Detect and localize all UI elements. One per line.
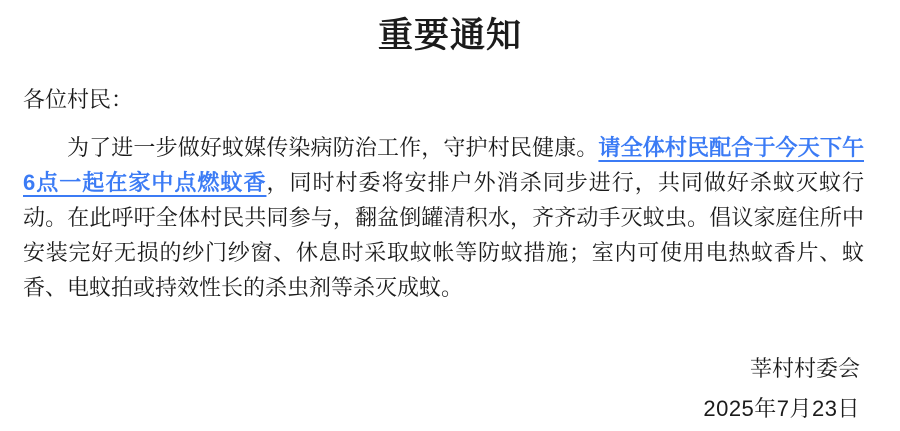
paragraph-text-before-link: 为了进一步做好蚊媒传染病防治工作，守护村民健康。 — [67, 135, 599, 160]
mosquito-coil-link[interactable]: 请全体村民配合于今天下午6点一起在家中点燃蚊香 — [23, 135, 864, 195]
page-title: 重要通知 — [377, 16, 522, 55]
notice-paragraph — [23, 130, 864, 305]
paragraph-text-after-link: ，同时村委将安排户外消杀同步进行，共同做好杀蚊灭蚊行动。在此呼吁全体村民共同参与，翻盆倒罐清积水，齐齐动手灭蚊虫。倡议家庭住所中安装完好无损的纱门纱窗、休息时采取蚊帐等防蚊措施；室内可使用电热蚊香片、蚊香、电蚊拍或持效性长的杀虫剂等杀灭成蚊。 — [23, 170, 864, 300]
notice-date: 2025年7月23日 — [703, 396, 860, 421]
signature-committee: 莘村村委会 — [749, 356, 860, 381]
greeting-line: 各位村民： — [23, 87, 134, 112]
signature-block — [0, 349, 900, 429]
